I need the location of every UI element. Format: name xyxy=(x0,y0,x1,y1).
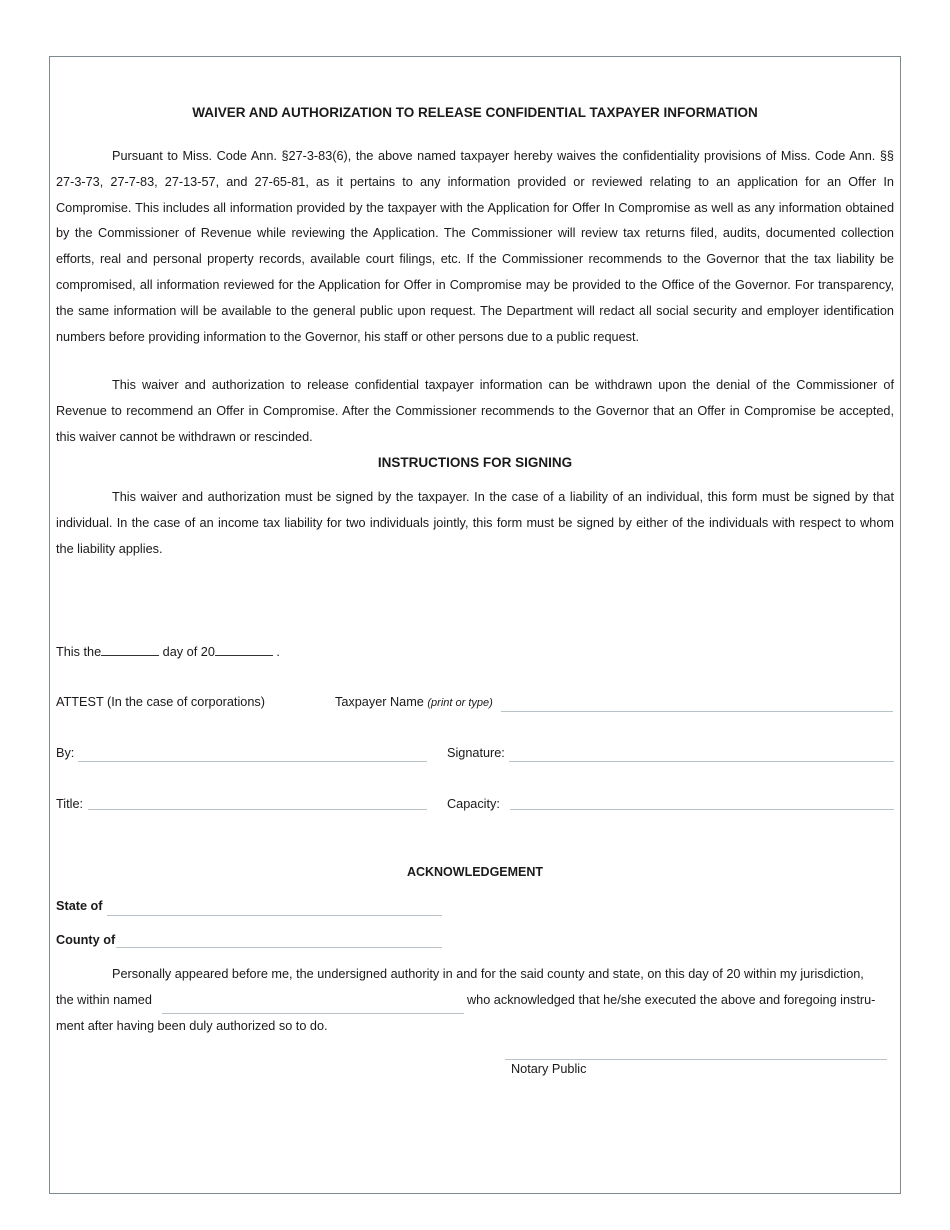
date-line xyxy=(56,643,280,659)
day-field[interactable] xyxy=(101,643,159,656)
capacity-field[interactable] xyxy=(510,809,894,810)
within-named-label: the within named xyxy=(56,993,152,1007)
within-named-field[interactable] xyxy=(162,1013,464,1014)
attest-label: ATTEST (In the case of corporations) xyxy=(56,695,265,709)
signature-label: Signature: xyxy=(447,746,505,760)
notary-signature-field[interactable] xyxy=(505,1059,887,1060)
by-field[interactable] xyxy=(78,761,427,762)
state-label: State of xyxy=(56,899,103,913)
withdrawal-paragraph: This waiver and authorization to release confidential taxpayer information can be withdrawn upon the denial of the Commissioner of Revenue to recommend an Offer in Compromise. After the Commissioner recommends to the Governor that an Offer in Compromise be accepted, this waiver cannot be withdrawn or rescinded. xyxy=(56,378,894,444)
date-prefix: This the xyxy=(56,645,102,659)
instructions-paragraph: This waiver and authorization must be signed by the taxpayer. In the case of a liability of an individual, this form must be signed by that individual. In the case of an income tax liability for two individuals jointly, this form must be signed by either of the individuals with respect to whom the liability applies. xyxy=(56,490,894,556)
title-label: Title: xyxy=(56,797,84,811)
taxpayer-name-label xyxy=(335,695,493,709)
acknowledgement-heading: ACKNOWLEDGEMENT xyxy=(406,865,544,879)
taxpayer-name-hint: (print or type) xyxy=(427,697,493,709)
date-middle: day of 20 xyxy=(162,645,215,659)
taxpayer-name-field[interactable] xyxy=(501,711,893,712)
acknowledgement-line3: ment after having been duly authorized so to do. xyxy=(56,1019,328,1033)
instructions-heading: INSTRUCTIONS FOR SIGNING xyxy=(377,455,573,470)
county-label: County of xyxy=(56,933,116,947)
confidentiality-paragraph: Pursuant to Miss. Code Ann. §27-3-83(6), the above named taxpayer hereby waives the confidentiality provisions of Miss. Code Ann. §§ 27-3-73, 27-7-83, 27-13-57, and 27-65-81, as it pertains to any information provided or reviewed relating to an application for an Offer In Compromise. This includes all information provided by the taxpayer with the Application for Offer In Compromise as well as any information obtained by the Commissioner of Revenue while reviewing the Application. The Commissioner will review tax returns filed, audits, documented collection efforts, real and personal property records, available court filings, etc. If the Commissioner recommends to the Governor that the tax liability be compromised, all information reviewed for the Application for Offer in Compromise may be provided to the Office of the Governor. For transparency, the same information will be available to the general public upon request. The Department will redact all social security and employer identification numbers before providing information to the Governor, his staff or other persons due to a public request. xyxy=(56,149,894,344)
acknowledgement-suffix: who acknowledged that he/she executed the above and foregoing instru- xyxy=(467,993,876,1007)
document-title: WAIVER AND AUTHORIZATION TO RELEASE CONFIDENTIAL TAXPAYER INFORMATION xyxy=(192,105,758,120)
signature-field[interactable] xyxy=(509,761,894,762)
county-field[interactable] xyxy=(116,947,442,948)
notary-public-label: Notary Public xyxy=(511,1062,587,1076)
date-end: . xyxy=(276,645,280,659)
state-field[interactable] xyxy=(107,915,442,916)
acknowledgement-line1: Personally appeared before me, the undersigned authority in and for the said county and state, on this day of 20 within my jurisdiction, xyxy=(112,967,864,981)
by-label: By: xyxy=(56,746,75,760)
title-field[interactable] xyxy=(88,809,427,810)
year-field[interactable] xyxy=(215,643,273,656)
taxpayer-name-text: Taxpayer Name xyxy=(335,695,424,709)
capacity-label: Capacity: xyxy=(447,797,500,811)
